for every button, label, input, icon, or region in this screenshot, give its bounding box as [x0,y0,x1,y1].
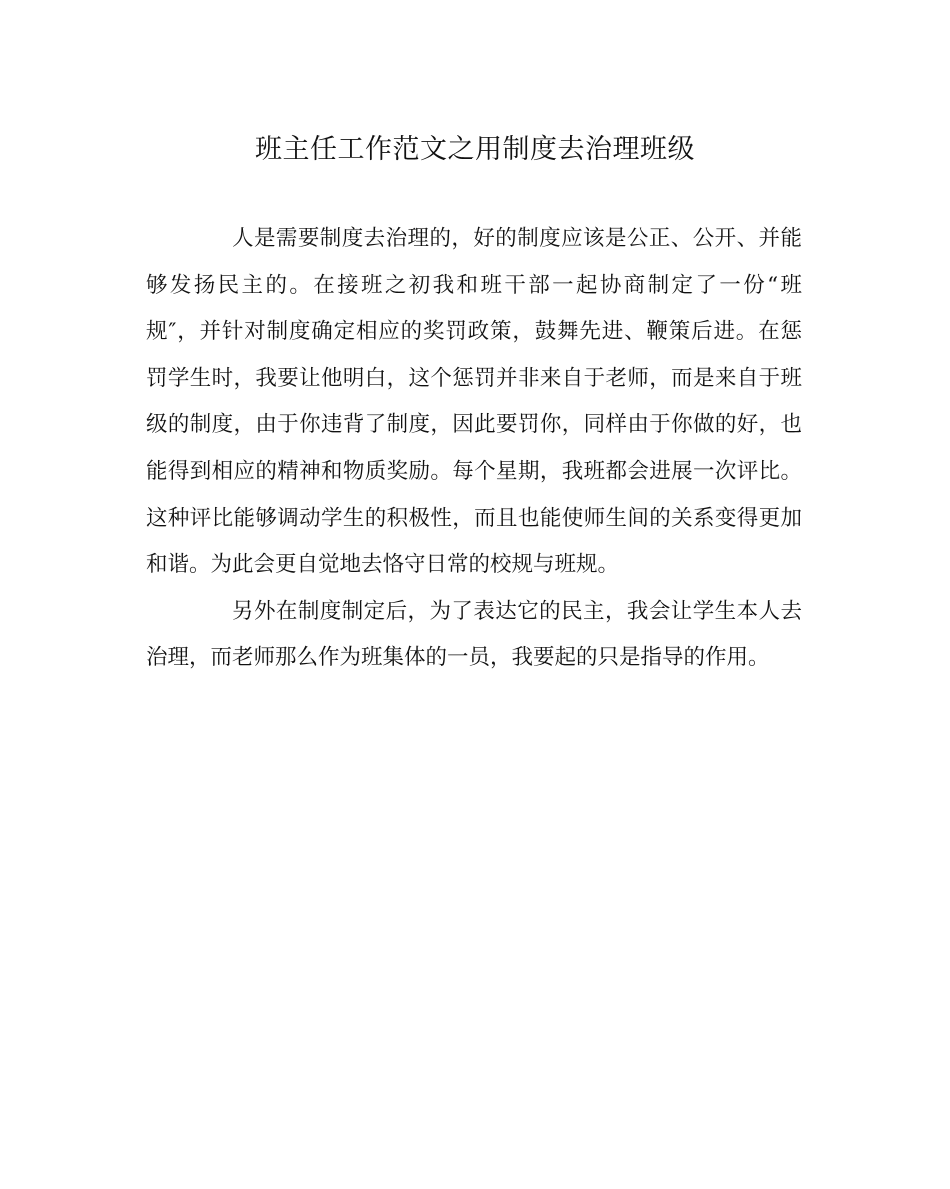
page-title: 班主任工作范文之用制度去治理班级 [255,134,695,165]
text-line: 人是需要制度去治理的，好的制度应该是公正、公开、并能 [232,226,802,251]
document-body [146,216,802,682]
paragraph-2 [146,589,802,682]
text-line: 规″，并针对制度确定相应的奖罚政策，鼓舞先进、鞭策后进。在惩 [146,319,802,345]
text-line: 治理，而老师那么作为班集体的一员，我要起的只是指导的作用。 [146,645,770,671]
text-line: 这种评比能够调动学生的积极性，而且也能使师生间的关系变得更加 [146,505,802,531]
text-line: 另外在制度制定后，为了表达它的民主，我会让学生本人去 [232,598,802,624]
text-line: 能得到相应的精神和物质奖励。每个星期，我班都会进展一次评比。 [146,458,802,484]
text-line: 和谐。为此会更自觉地去恪守日常的校规与班规。 [146,552,620,578]
text-line: 够发扬民主的。在接班之初我和班干部一起协商制定了一份“班 [146,272,802,298]
text-line: 罚学生时，我要让他明白，这个惩罚并非来自于老师，而是来自于班 [146,365,802,391]
text-line: 级的制度，由于你违背了制度，因此要罚你，同样由于你做的好，也 [146,412,802,438]
paragraph-1 [146,216,802,589]
